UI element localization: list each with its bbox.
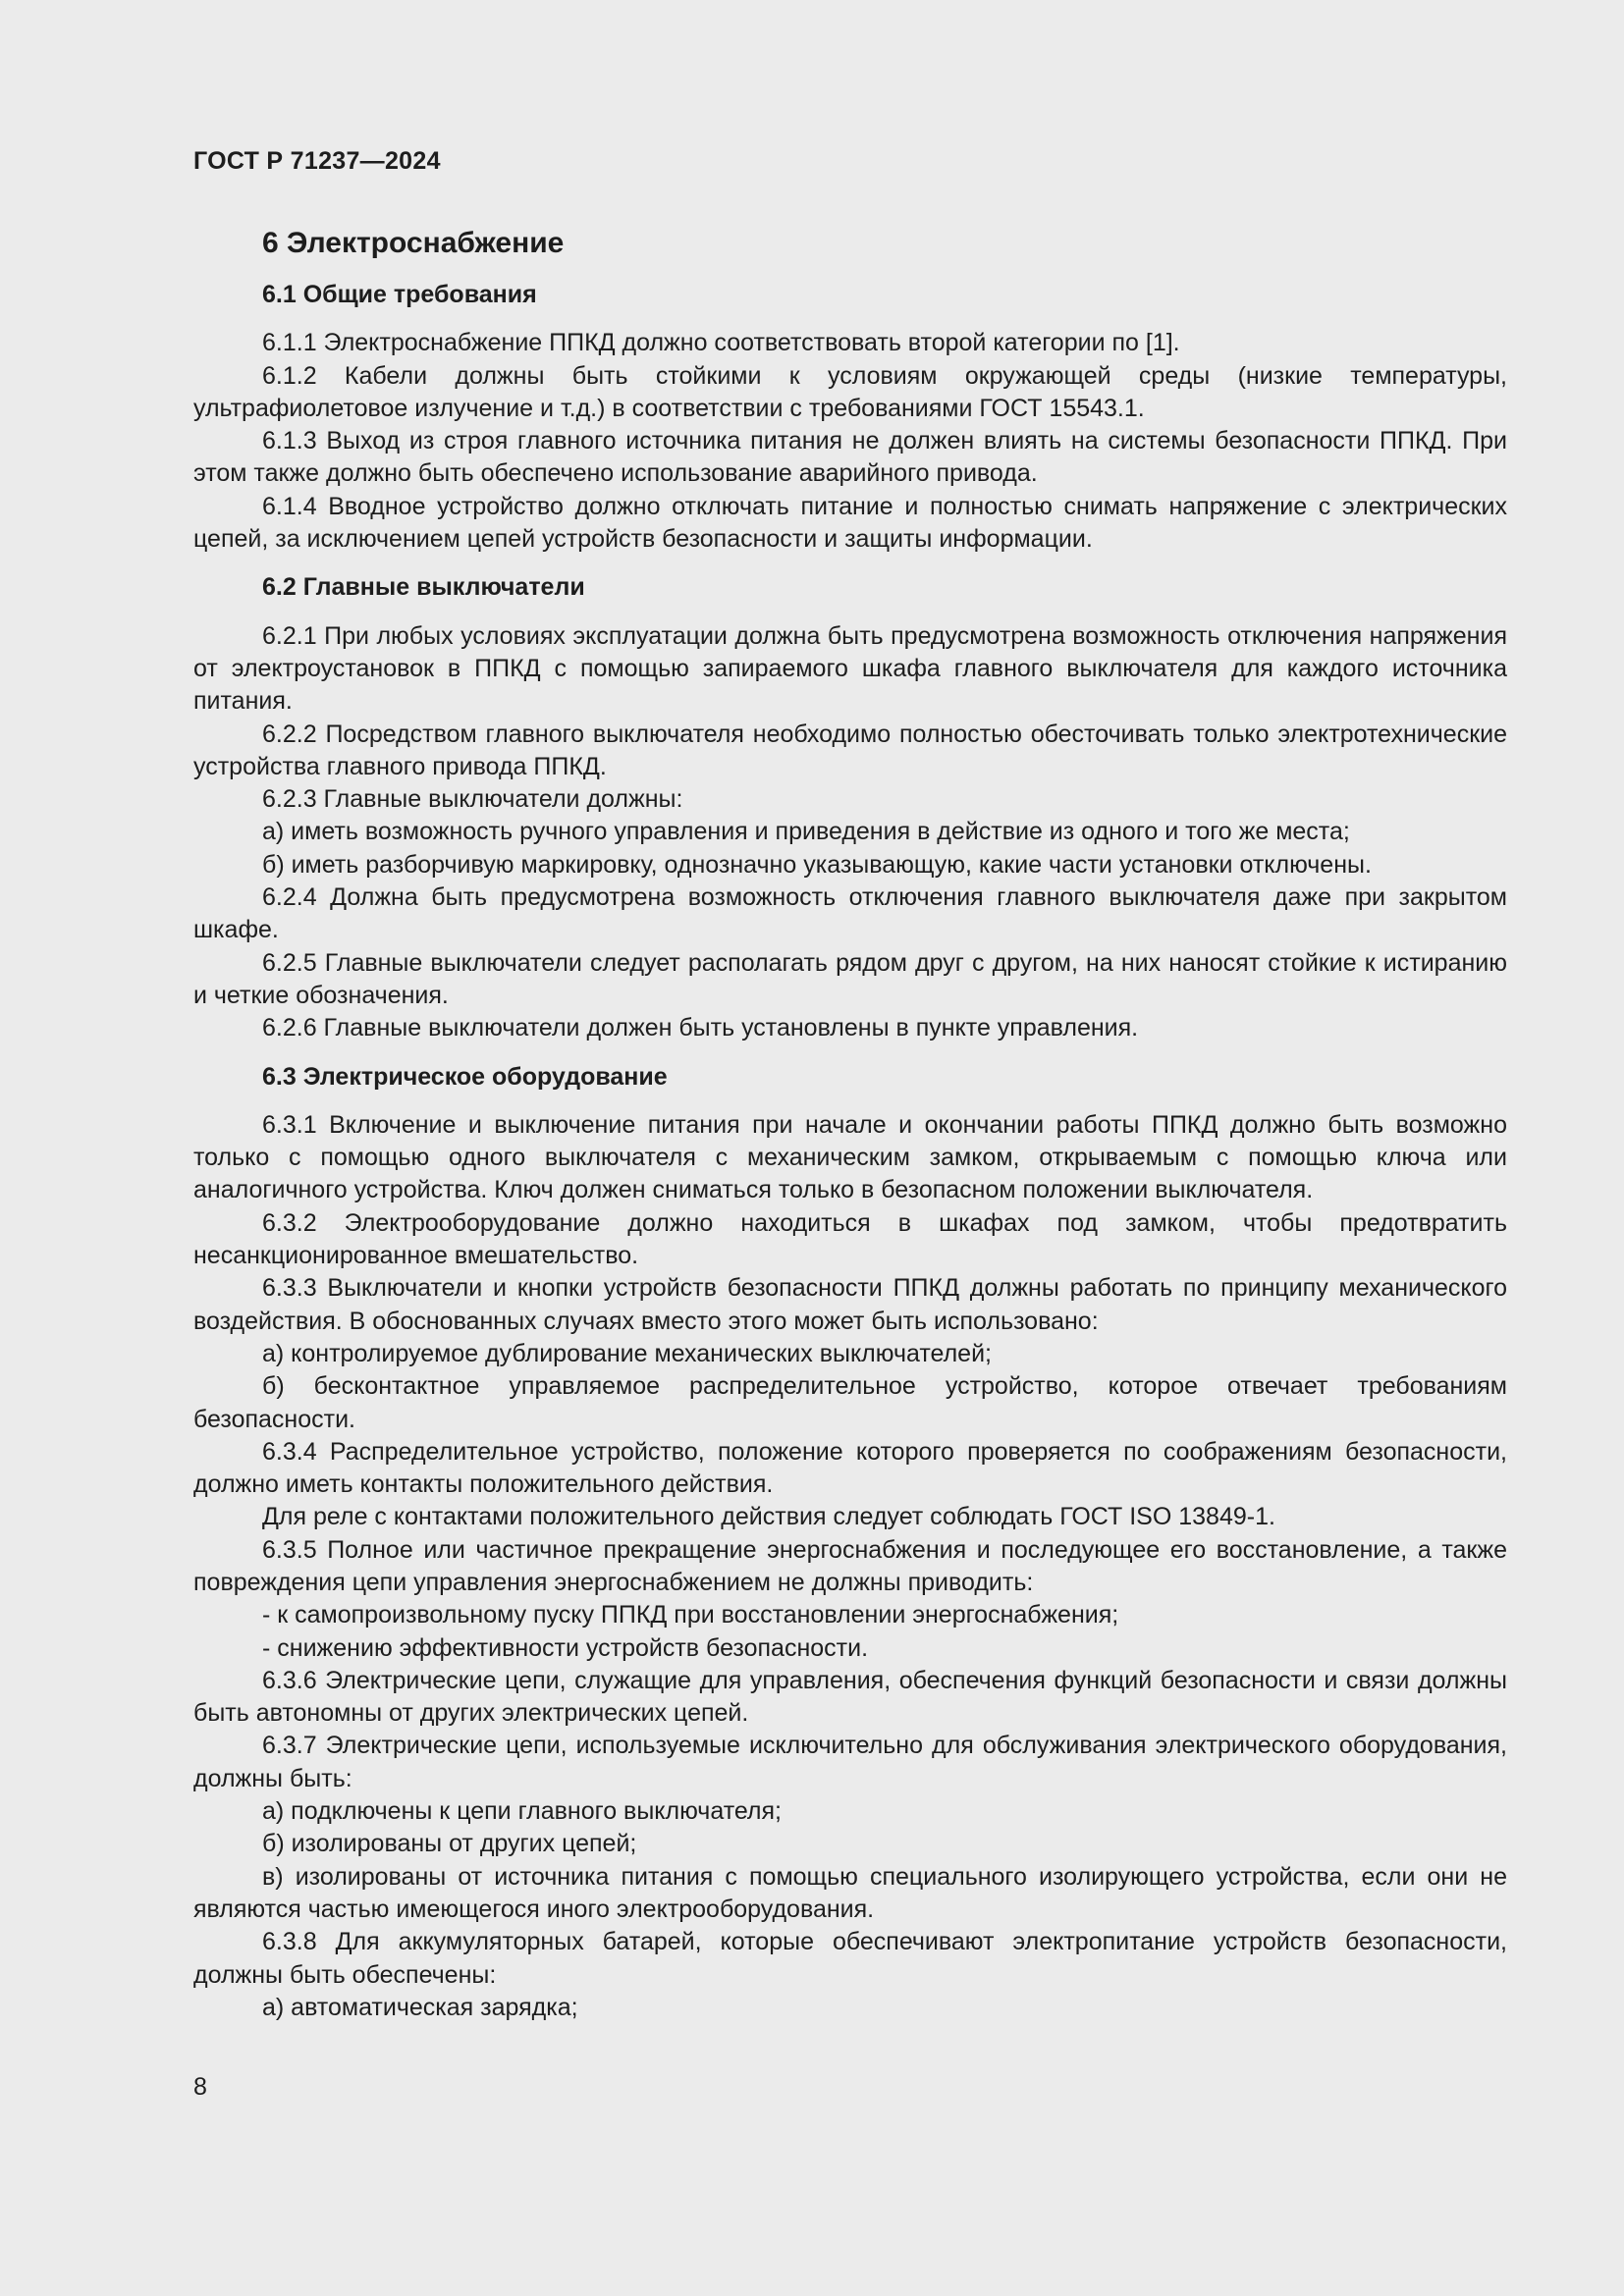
list-item: а) автоматическая зарядка; [262, 1993, 578, 2021]
list-item: а) контролируемое дублирование механических выключателей; [262, 1339, 992, 1367]
paragraph: 6.2.6 Главные выключатели должен быть установлены в пункте управления. [262, 1014, 1139, 1042]
paragraph: 6.1.1 Электроснабжение ППКД должно соответствовать второй категории по [1]. [262, 329, 1180, 357]
paragraph: 6.3.1 Включение и выключение питания при начале и окончании работы ППКД должно быть возможно только с помощью одного выключателя с механическим замком, открываемым с помощью ключа или аналогичного устройства. Ключ должен сниматься только в безопасном положении выключателя. [193, 1110, 1507, 1204]
section-title: 6 Электроснабжение [262, 227, 565, 259]
paragraph: 6.1.2 Кабели должны быть стойкими к условиям окружающей среды (низкие температуры, ультрафиолетовое излучение и т.д.) в соответствии с требованиями ГОСТ 15543.1. [193, 361, 1507, 422]
document-code: ГОСТ Р 71237—2024 [193, 147, 441, 175]
page-content [193, 224, 1507, 2024]
paragraph: 6.3.5 Полное или частичное прекращение энергоснабжения и последующее его восстановление, а также повреждения цепи управления энергоснабжением не должны приводить: [193, 1535, 1507, 1596]
list-item: б) бесконтактное управляемое распределительное устройство, которое отвечает требованиям безопасности. [193, 1372, 1507, 1433]
subsection-title-6-3: 6.3 Электрическое оборудование [262, 1062, 668, 1091]
list-item: в) изолированы от источника питания с помощью специального изолирующего устройства, если они не являются частью имеющегося иного электрооборудования. [193, 1862, 1507, 1923]
paragraph: 6.2.2 Посредством главного выключателя необходимо полностью обесточивать только электротехнические устройства главного привода ППКД. [193, 720, 1507, 780]
page-number: 8 [193, 2073, 207, 2101]
paragraph: 6.3.7 Электрические цепи, используемые исключительно для обслуживания электрического оборудования, должны быть: [193, 1732, 1507, 1792]
list-item: а) иметь возможность ручного управления и приведения в действие из одного и того же места; [262, 818, 1350, 846]
list-item: а) подключены к цепи главного выключателя; [262, 1797, 783, 1826]
list-item: б) иметь разборчивую маркировку, однозначно указывающую, какие части установки отключены. [262, 850, 1372, 879]
paragraph: 6.3.3 Выключатели и кнопки устройств безопасности ППКД должны работать по принципу механического воздействия. В обоснованных случаях вместо этого может быть использовано: [193, 1274, 1507, 1335]
paragraph: 6.2.4 Должна быть предусмотрена возможность отключения главного выключателя даже при закрытом шкафе. [193, 883, 1507, 944]
paragraph: 6.1.3 Выход из строя главного источника питания не должен влиять на системы безопасности ППКД. При этом также должно быть обеспечено использование аварийного привода. [193, 427, 1507, 488]
list-item: б) изолированы от других цепей; [262, 1830, 637, 1858]
paragraph: 6.3.8 Для аккумуляторных батарей, которые обеспечивают электропитание устройств безопасности, должны быть обеспечены: [193, 1928, 1507, 1989]
paragraph: 6.1.4 Вводное устройство должно отключать питание и полностью снимать напряжение с электрических цепей, за исключением цепей устройств безопасности и защиты информации. [193, 492, 1507, 554]
subsection-title-6-2: 6.2 Главные выключатели [262, 573, 585, 602]
list-item: - к самопроизвольному пуску ППКД при восстановлении энергоснабжения; [262, 1601, 1119, 1629]
paragraph: 6.2.5 Главные выключатели следует располагать рядом друг с другом, на них наносят стойкие к истиранию и четкие обозначения. [193, 948, 1507, 1009]
paragraph: Для реле с контактами положительного действия следует соблюдать ГОСТ ISO 13849-1. [262, 1503, 1275, 1531]
paragraph: 6.2.3 Главные выключатели должны: [262, 785, 683, 814]
paragraph: 6.3.2 Электрооборудование должно находиться в шкафах под замком, чтобы предотвратить несанкционированное вмешательство. [193, 1208, 1507, 1270]
paragraph: 6.3.6 Электрические цепи, служащие для управления, обеспечения функций безопасности и связи должны быть автономны от других электрических цепей. [193, 1666, 1507, 1728]
subsection-title-6-1: 6.1 Общие требования [262, 281, 537, 308]
list-item: - снижению эффективности устройств безопасности. [262, 1633, 869, 1662]
paragraph: 6.2.1 При любых условиях эксплуатации должна быть предусмотрена возможность отключения напряжения от электроустановок в ППКД с помощью запираемого шкафа главного выключателя для каждого источника питания. [193, 621, 1507, 716]
paragraph: 6.3.4 Распределительное устройство, положение которого проверяется по соображениям безопасности, должно иметь контакты положительного действия. [193, 1437, 1507, 1499]
